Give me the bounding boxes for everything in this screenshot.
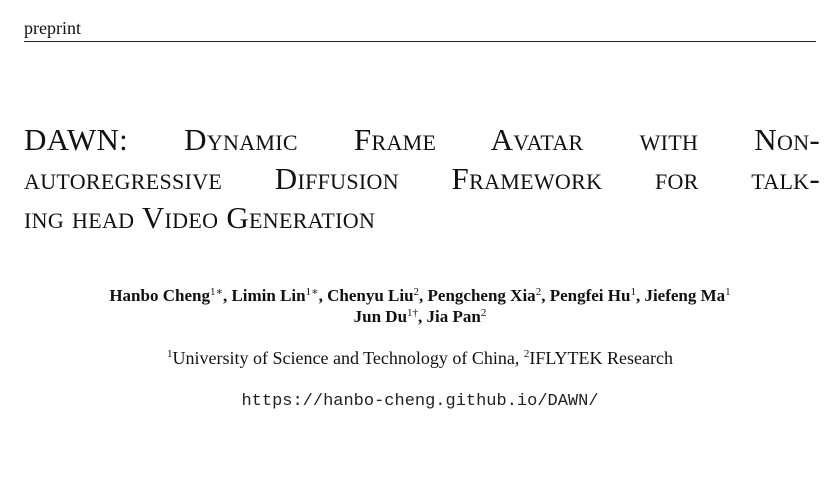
author-name: Jia Pan	[426, 307, 481, 326]
author-name: Jun Du	[353, 307, 408, 326]
author-name: Jiefeng Ma	[644, 286, 726, 305]
paper-title	[24, 120, 820, 237]
author-name: Pengcheng Xia	[427, 286, 536, 305]
author-name: Pengfei Hu	[549, 286, 631, 305]
affil-mark-1: 1	[167, 348, 173, 360]
project-url[interactable]: https://hanbo-cheng.github.io/DAWN/	[241, 392, 599, 411]
author-list	[24, 285, 816, 327]
affil-mark-2: 2	[523, 348, 530, 360]
author-name: Limin Lin	[231, 286, 306, 305]
title-line-3: ing head Video Generation	[24, 200, 376, 235]
author-row-1: Hanbo Cheng$^{1∗}$, Limin Lin$^{1∗}$, Chenyu Liu$^2$, Pengcheng Xia$^2$, Pengfei Hu$^1$, Jiefeng Ma$^1$	[109, 286, 731, 305]
page-header	[24, 17, 816, 42]
affiliations	[24, 347, 816, 369]
author-affil-mark: 1	[725, 286, 731, 298]
affil-text-1: University of Science and Technology of China,	[172, 348, 524, 368]
author-affil-mark: 2	[413, 286, 420, 298]
author-affil-mark: 2	[535, 286, 542, 298]
author-affil-mark: 2	[480, 307, 487, 319]
preprint-label: preprint	[24, 18, 81, 38]
title-line-1: DAWN: Dynamic Frame Avatar with Non-	[24, 122, 820, 157]
author-affil-mark: 1	[630, 286, 636, 298]
author-affil-mark: 1∗	[305, 286, 319, 298]
author-row-2: Jun $Du^{1\dagger}$, Jia Pan$^2$	[353, 307, 487, 326]
author-name: Hanbo Cheng	[109, 286, 210, 305]
affil-text-2: IFLYTEK Research	[529, 348, 673, 368]
title-line-2: autoregressive Diffusion Framework for talk-	[24, 161, 820, 196]
author-affil-mark: 1†	[407, 307, 419, 319]
author-affil-mark: 1∗	[209, 286, 223, 298]
author-name: Chenyu Liu	[327, 286, 414, 305]
